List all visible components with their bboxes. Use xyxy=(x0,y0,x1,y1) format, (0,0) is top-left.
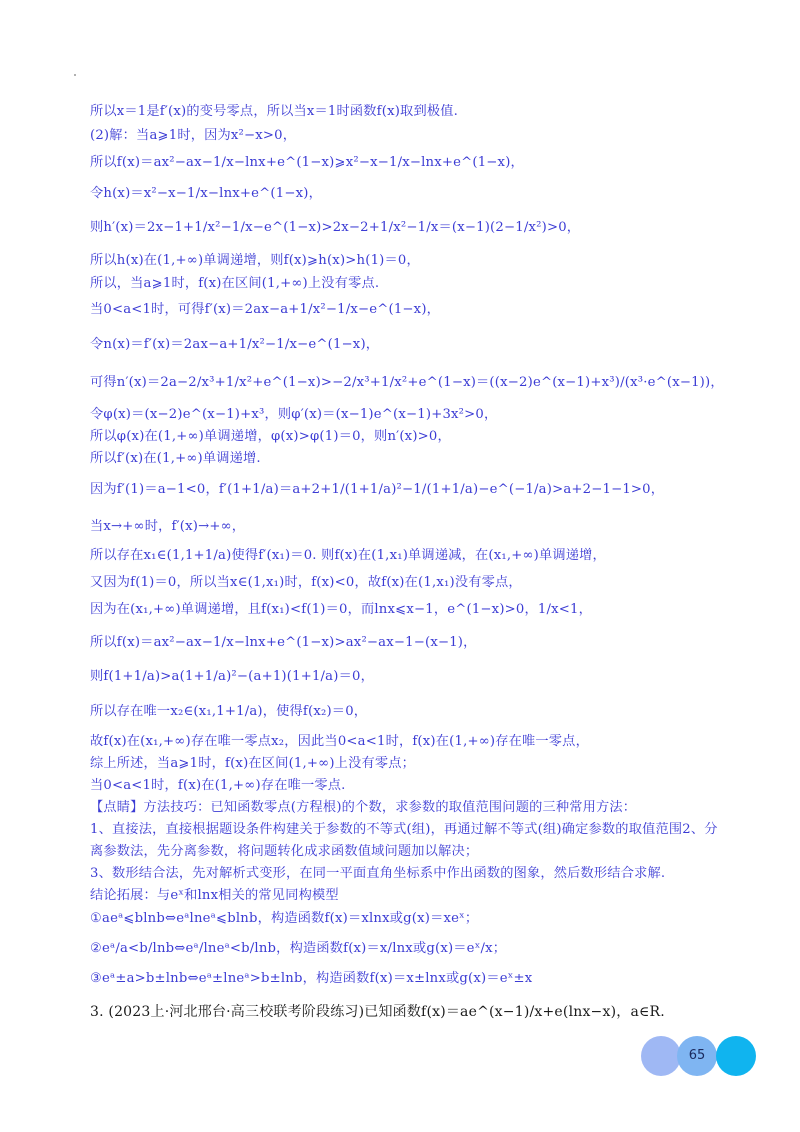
line-27: 离参数法，先分离参数，将问题转化成求函数值域问题加以解决； xyxy=(90,844,479,859)
line-22: 故f(x)在(x₁,+∞)存在唯一零点x₂，因此当0<a<1时，f(x)在(1,+∞)存在唯一零点， xyxy=(90,734,589,749)
line-26: 1、直接法，直接根据题设条件构建关于参数的不等式(组)，再通过解不等式(组)确定参数的取值范围2、分 xyxy=(90,822,718,837)
line-19: 所以f(x)＝ax²−ax−1/x−lnx+e^(1−x)>ax²−ax−1−(x−1)， xyxy=(90,635,477,650)
line-23: 综上所述，当a⩾1时，f(x)在区间(1,+∞)上没有零点； xyxy=(90,756,416,771)
line-14: 因为f′(1)＝a−1<0，f′(1+1/a)＝a+2+1/(1+1/a)²−1/(1+1/a)−e^(−1/a)>a+2−1−1>0， xyxy=(90,482,665,497)
tip-heading: 【点睛】方法技巧：已知函数零点(方程根)的个数，求参数的取值范围问题的三种常用方法： xyxy=(90,800,637,815)
line-3: 所以f(x)＝ax²−ax−1/x−lnx+e^(1−x)⩾x²−x−1/x−lnx+e^(1−x)， xyxy=(90,155,524,170)
scan-dot xyxy=(74,74,76,76)
line-16: 所以存在x₁∈(1,1+1/a)使得f′(x₁)＝0. 则f(x)在(1,x₁)单调递减，在(x₁,+∞)单调递增， xyxy=(90,548,606,563)
line-7: 所以，当a⩾1时，f(x)在区间(1,+∞)上没有零点. xyxy=(90,276,380,291)
line-13: 所以f′(x)在(1,+∞)单调递增. xyxy=(90,451,261,466)
line-29: 结论拓展：与eˣ和lnx相关的常见同构模型 xyxy=(90,888,339,903)
line-15: 当x→+∞时，f′(x)→+∞， xyxy=(90,519,246,534)
line-32: ③eᵃ±a>b±lnb⇔eᵃ±lneᵃ>b±lnb，构造函数f(x)＝x±lnx或g(x)＝eˣ±x xyxy=(90,971,533,986)
line-12: 所以φ(x)在(1,+∞)单调递增，φ(x)>φ(1)＝0，则n′(x)>0， xyxy=(90,429,451,444)
line-30: ①aeᵃ⩽blnb⇔eᵃlneᵃ⩽blnb，构造函数f(x)＝xlnx或g(x)＝xeˣ； xyxy=(90,911,479,926)
question-3: 3. (2023上·河北邢台·高三校联考阶段练习)已知函数f(x)＝ae^(x−1)/x+e(lnx−x)，a∈R. xyxy=(90,1004,665,1020)
badge-circle-right xyxy=(716,1036,756,1076)
badge-circle-left xyxy=(641,1036,681,1076)
line-31: ②eᵃ/a<b/lnb⇔eᵃ/lneᵃ<b/lnb，构造函数f(x)＝x/lnx或g(x)＝eˣ/x； xyxy=(90,941,507,956)
line-4: 令h(x)＝x²−x−1/x−lnx+e^(1−x)， xyxy=(90,186,322,201)
line-6: 所以h(x)在(1,+∞)单调递增，则f(x)⩾h(x)>h(1)＝0， xyxy=(90,253,420,268)
line-11: 令φ(x)＝(x−2)e^(x−1)+x³，则φ′(x)＝(x−1)e^(x−1)+3x²>0， xyxy=(90,407,498,422)
line-28: 3、数形结合法，先对解析式变形，在同一平面直角坐标系中作出函数的图象，然后数形结合求解. xyxy=(90,866,666,881)
line-20: 则f(1+1/a)>a(1+1/a)²−(a+1)(1+1/a)＝0， xyxy=(90,669,374,684)
page-number: 65 xyxy=(688,1048,706,1063)
line-9: 令n(x)＝f′(x)＝2ax−a+1/x²−1/x−e^(1−x)， xyxy=(90,337,380,352)
line-24: 当0<a<1时，f(x)在(1,+∞)存在唯一零点. xyxy=(90,778,346,793)
line-17: 又因为f(1)＝0，所以当x∈(1,x₁)时，f(x)<0，故f(x)在(1,x₁)没有零点， xyxy=(90,575,522,590)
line-2: (2)解：当a⩾1时，因为x²−x>0， xyxy=(90,128,297,143)
line-1: 所以x＝1是f′(x)的变号零点，所以当x＝1时函数f(x)取到极值. xyxy=(90,104,458,119)
line-21: 所以存在唯一x₂∈(x₁,1+1/a)，使得f(x₂)＝0， xyxy=(90,704,368,719)
line-10: 可得n′(x)＝2a−2/x³+1/x²+e^(1−x)>−2/x³+1/x²+e^(1−x)＝((x−2)e^(x−1)+x³)/(x³·e^(x−1))， xyxy=(90,375,724,390)
line-18: 因为在(x₁,+∞)单调递增，且f(x₁)<f(1)＝0，而lnx⩽x−1，e^(1−x)>0，1/x<1， xyxy=(90,602,592,617)
line-5: 则h′(x)＝2x−1+1/x²−1/x−e^(1−x)>2x−2+1/x²−1/x＝(x−1)(2−1/x²)>0， xyxy=(90,220,581,235)
line-8: 当0<a<1时，可得f′(x)＝2ax−a+1/x²−1/x−e^(1−x)， xyxy=(90,302,441,317)
